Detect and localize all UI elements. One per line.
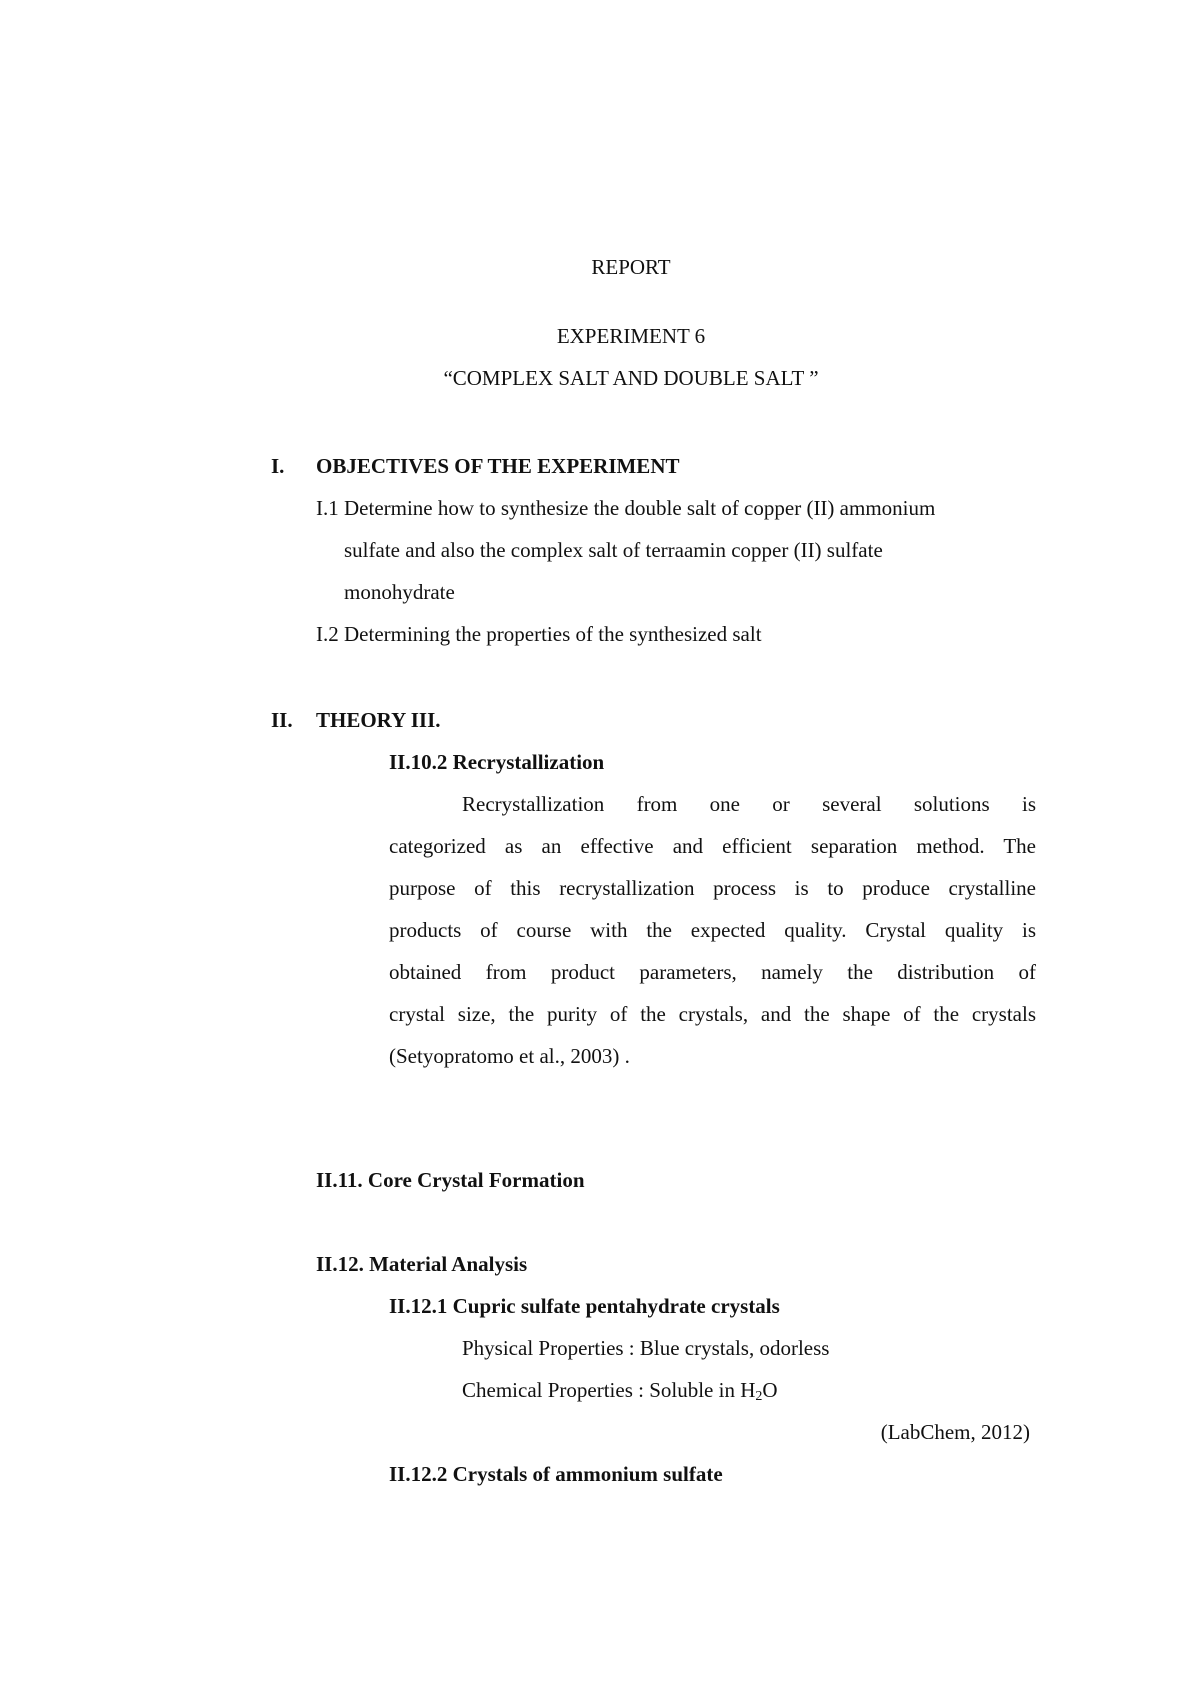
experiment-number: EXPERIMENT 6 bbox=[556, 324, 706, 348]
paragraph-line-4: products of course with the expected quality. Crystal quality is bbox=[389, 918, 1036, 942]
paragraph-line-6: crystal size, the purity of the crystals, and the shape of the crystals bbox=[389, 1002, 1036, 1026]
chemical-properties-suffix: O bbox=[762, 1378, 778, 1402]
chemical-properties bbox=[462, 1380, 778, 1404]
objective-1-line-3: monohydrate bbox=[344, 580, 455, 604]
paragraph-last-line: (Setyopratomo et al., 2003) . bbox=[389, 1044, 630, 1068]
section-2-number: II. bbox=[271, 708, 293, 732]
subsection-12-1-heading: II.12.1 Cupric sulfate pentahydrate crystals bbox=[389, 1294, 780, 1318]
subsection-11-heading: II.11. Core Crystal Formation bbox=[316, 1168, 585, 1192]
paragraph-line-3: purpose of this recrystallization process is to produce crystalline bbox=[389, 876, 1036, 900]
subsection-10-2-heading: II.10.2 Recrystallization bbox=[389, 750, 605, 774]
section-1-number: I. bbox=[271, 454, 285, 478]
objective-1-line-1: I.1 Determine how to synthesize the double salt of copper (II) ammonium bbox=[316, 496, 936, 520]
chemical-subscript: 2 bbox=[755, 1389, 763, 1404]
subsection-12-heading: II.12. Material Analysis bbox=[316, 1252, 528, 1276]
report-title: REPORT bbox=[591, 255, 671, 279]
paragraph-line-5: obtained from product parameters, namely the distribution of bbox=[389, 960, 1036, 984]
paragraph-line-2: categorized as an effective and efficient separation method. The bbox=[389, 834, 1036, 858]
chemical-properties-text: Chemical Properties : Soluble in H bbox=[462, 1378, 756, 1402]
section-2-heading: THEORY III. bbox=[316, 708, 441, 732]
citation-labchem: (LabChem, 2012) bbox=[880, 1420, 1030, 1444]
paragraph-line-1: Recrystallization from one or several solutions is bbox=[462, 792, 1036, 816]
objective-1-line-2: sulfate and also the complex salt of terraamin copper (II) sulfate bbox=[344, 538, 883, 562]
subsection-12-2-heading: II.12.2 Crystals of ammonium sulfate bbox=[389, 1462, 723, 1486]
section-1-heading: OBJECTIVES OF THE EXPERIMENT bbox=[316, 454, 680, 478]
experiment-subtitle: “COMPLEX SALT AND DOUBLE SALT ” bbox=[443, 366, 819, 390]
objective-2: I.2 Determining the properties of the synthesized salt bbox=[316, 622, 762, 646]
physical-properties: Physical Properties : Blue crystals, odorless bbox=[462, 1336, 830, 1360]
